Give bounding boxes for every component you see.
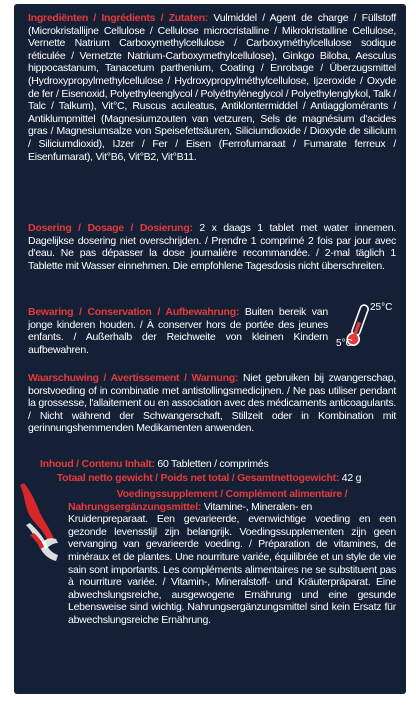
dosage-heading: Dosering / Dosage / Dosierung: <box>28 222 193 234</box>
ingredients-text: Vulmiddel / Agent de charge / Füllstoff (Microkristallijne Cellulose / Cellulose microcristalline / Mikrokristalline Cellulose, Vernette Natrium Carboxymethylcellulose / Carboxyméthylcellulose sodique réticulée / Vernetzte Natrium-Carboxymethylcellulose), Ginkgo Biloba, Aesculus hippocastanum, Tanacetum parthenium, Coating / Enrobage / Überzugsmittel (Hydroxypropylmethylcellulose / Hydroxypropylméthylcellulose, Ijzeroxide / Oxyde de fer / Eisenoxid, Polyethyleenglycol / Polyéthylèneglycol / Polyethylenglykol, Talk / Talc / Talkum), Vit°C, Ruscus aculeatus, Antiklontermiddel / Antiagglomérants / Antiklumpmittel (Magnesiumzouten van vetzuren, Sels de magnésium d'acides gras / Magnesiumsalze von Speisefettsäuren, Siliciumdioxide / Dioxyde de silicium / Siliciumdioxid), IJzer / Fer / Eisen (Ferrofumaraat / Fumarate ferreux / Eisenfumarat), Vit°B6, Vit°B2, Vit°B11. <box>28 12 397 163</box>
supplement-text: Kruidenpreparaat. Een gevarieerde, evenwichtige voeding en een gezonde levensstijl zijn belangrijk. Voedingssupplementen zijn geen vervanging van gevarieerde voeding. / Préparation de vitamines, de minéraux et de plantes. Une nourriture variée, équilibrée et un style de vie sain sont importants. Les compléments alimentaires ne se substituent pas à nourriture variée. / Vitamin-, Mineralstoff- und Kräuterpräparat. Eine abwechslungsreiche, ausgewogene Ernährung und eine gesunde Lebensweise sind wichtig. Nahrungsergänzungsmittel sind kein Ersatz für abwechslungsreiche Ernährung. <box>68 513 396 626</box>
dosage-section <box>28 222 396 272</box>
supplement-heading-line2: Nahrungsergänzungsmittel: <box>68 500 202 513</box>
temperature-max: 25°C <box>370 302 393 313</box>
warning-text: Niet gebruiken bij zwangerschap, borstvoeding of in combinatie met antistollingsmedicijnen. / Ne pas utiliser pendant la grossesse, l'allaitement ou en association avec des médicaments anticoagulants. / Nicht während der Schwangerschaft, Stillzeit oder in Kombination mit gerinnungshemmenden Medikamenten anwenden. <box>28 372 396 435</box>
warning-heading: Waarschuwing / Avertissement / Warnung: <box>28 372 239 384</box>
content-heading: Inhoud / Contenu Inhalt: <box>40 458 155 470</box>
content-line <box>40 458 406 471</box>
net-weight-line <box>22 472 396 485</box>
net-weight-heading: Totaal netto gewicht / Poids net total / Gesamtnettogewicht: <box>56 472 340 484</box>
dosage-text: 2 x daags 1 tablet met water innemen. Dagelijkse dosering niet overschrijden. / Prendre 1 comprimé 2 fois par jour avec d'eau. Ne pas dépasser la dose journalière recommandée. / 2-mal täglich 1 Tablette mit Wasser einnehmen. Die empfohlene Tagesdosis nicht überschreiten. <box>28 222 397 272</box>
ingredients-heading: Ingrediënten / Ingrédients / Zutaten: <box>28 12 209 24</box>
content-text: 60 Tabletten / comprimés <box>154 458 269 470</box>
storage-text: Buiten bereik van jonge kinderen houden. / À conserver hors de portée des jeunes enfants. / Außerhalb der Reichweite von kleinen Kindern aufbewahren. <box>28 306 328 356</box>
product-label-panel <box>14 4 406 694</box>
ingredients-section <box>28 12 396 163</box>
supplement-heading-line1: Voedingssupplement / Complément alimentaire / <box>116 488 348 500</box>
storage-temperature-icon <box>334 300 398 352</box>
net-weight-text: 42 g <box>339 472 362 484</box>
supplement-heading-line2-row <box>28 501 396 514</box>
storage-section <box>28 306 328 356</box>
warning-section <box>28 372 396 435</box>
storage-heading: Bewaring / Conservation / Aufbewahrung: <box>28 306 240 318</box>
temperature-min: 5°C <box>336 338 353 349</box>
supplement-text-line2: Vitamine-, Mineralen- en <box>201 500 313 513</box>
supplement-section <box>28 488 396 627</box>
